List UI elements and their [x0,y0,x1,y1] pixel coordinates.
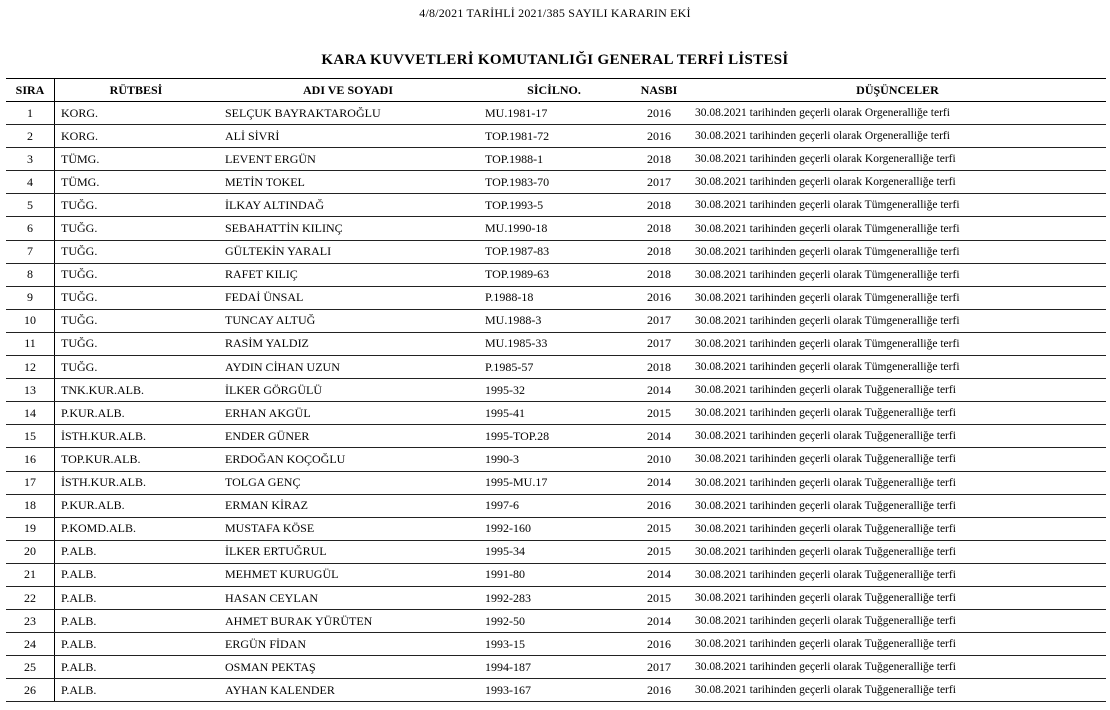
cell-sicil-no: 1995-32 [479,379,629,402]
cell-adi-soyadi: İLKAY ALTINDAĞ [217,194,479,217]
cell-rutbesi: TUĞG. [55,217,218,240]
table-row [6,148,1106,171]
document-header: 4/8/2021 TARİHLİ 2021/385 SAYILI KARARIN EKİ [419,6,691,20]
cell-nasbi: 2014 [629,610,689,633]
table-row [6,402,1106,425]
cell-sira: 25 [6,656,55,679]
cell-adi-soyadi: RASİM YALDIZ [217,332,479,355]
cell-rutbesi: TUĞG. [55,263,218,286]
cell-sira: 18 [6,494,55,517]
cell-adi-soyadi: HASAN CEYLAN [217,586,479,609]
cell-adi-soyadi: MUSTAFA KÖSE [217,517,479,540]
cell-sicil-no: 1994-187 [479,656,629,679]
cell-dusunceler: 30.08.2021 tarihinden geçerli olarak Tümgeneralliğe terfi [689,217,1106,240]
cell-adi-soyadi: OSMAN PEKTAŞ [217,656,479,679]
cell-rutbesi: İSTH.KUR.ALB. [55,471,218,494]
cell-nasbi: 2016 [629,102,689,125]
header-rutbesi: RÜTBESİ [55,79,218,102]
cell-rutbesi: P.KUR.ALB. [55,494,218,517]
cell-dusunceler: 30.08.2021 tarihinden geçerli olarak Tümgeneralliğe terfi [689,194,1106,217]
cell-sicil-no: 1993-167 [479,679,629,702]
cell-sicil-no: 1995-34 [479,540,629,563]
cell-rutbesi: İSTH.KUR.ALB. [55,425,218,448]
cell-sicil-no: TOP.1981-72 [479,125,629,148]
cell-nasbi: 2016 [629,125,689,148]
cell-sicil-no: MU.1981-17 [479,102,629,125]
cell-sira: 14 [6,402,55,425]
cell-sira: 17 [6,471,55,494]
cell-rutbesi: P.ALB. [55,586,218,609]
cell-dusunceler: 30.08.2021 tarihinden geçerli olarak Korgeneralliğe terfi [689,171,1106,194]
cell-adi-soyadi: TOLGA GENÇ [217,471,479,494]
cell-rutbesi: P.KUR.ALB. [55,402,218,425]
cell-dusunceler: 30.08.2021 tarihinden geçerli olarak Tuğgeneralliğe terfi [689,610,1106,633]
cell-sicil-no: 1991-80 [479,563,629,586]
table-row [6,217,1106,240]
cell-rutbesi: P.ALB. [55,540,218,563]
cell-dusunceler: 30.08.2021 tarihinden geçerli olarak Tümgeneralliğe terfi [689,263,1106,286]
table-row [6,263,1106,286]
table-row [6,194,1106,217]
cell-nasbi: 2016 [629,286,689,309]
table-row [6,356,1106,379]
cell-rutbesi: TUĞG. [55,286,218,309]
table-row [6,102,1106,125]
table-row [6,563,1106,586]
cell-nasbi: 2018 [629,240,689,263]
cell-nasbi: 2015 [629,586,689,609]
cell-sicil-no: MU.1990-18 [479,217,629,240]
cell-adi-soyadi: ERGÜN FİDAN [217,633,479,656]
cell-rutbesi: TÜMG. [55,171,218,194]
cell-nasbi: 2015 [629,517,689,540]
cell-adi-soyadi: SEBAHATTİN KILINÇ [217,217,479,240]
cell-adi-soyadi: FEDAİ ÜNSAL [217,286,479,309]
cell-sicil-no: 1992-160 [479,517,629,540]
cell-nasbi: 2018 [629,148,689,171]
cell-adi-soyadi: ENDER GÜNER [217,425,479,448]
cell-sicil-no: P.1988-18 [479,286,629,309]
cell-sira: 21 [6,563,55,586]
cell-sicil-no: 1992-283 [479,586,629,609]
cell-adi-soyadi: GÜLTEKİN YARALI [217,240,479,263]
table-row [6,379,1106,402]
cell-sicil-no: 1995-TOP.28 [479,425,629,448]
cell-sira: 19 [6,517,55,540]
cell-nasbi: 2015 [629,540,689,563]
cell-sira: 15 [6,425,55,448]
cell-rutbesi: TUĞG. [55,332,218,355]
cell-dusunceler: 30.08.2021 tarihinden geçerli olarak Orgeneralliğe terfi [689,125,1106,148]
cell-dusunceler: 30.08.2021 tarihinden geçerli olarak Tuğgeneralliğe terfi [689,517,1106,540]
table-row [6,633,1106,656]
cell-sira: 23 [6,610,55,633]
cell-nasbi: 2018 [629,356,689,379]
table-row [6,332,1106,355]
table-row [6,125,1106,148]
table-header [6,79,1106,102]
cell-dusunceler: 30.08.2021 tarihinden geçerli olarak Tuğgeneralliğe terfi [689,494,1106,517]
cell-nasbi: 2014 [629,379,689,402]
cell-rutbesi: TNK.KUR.ALB. [55,379,218,402]
cell-sicil-no: 1990-3 [479,448,629,471]
cell-sicil-no: 1995-MU.17 [479,471,629,494]
cell-nasbi: 2015 [629,402,689,425]
cell-sicil-no: 1995-41 [479,402,629,425]
cell-rutbesi: TUĞG. [55,309,218,332]
cell-sira: 16 [6,448,55,471]
table-row [6,586,1106,609]
cell-dusunceler: 30.08.2021 tarihinden geçerli olarak Tuğgeneralliğe terfi [689,563,1106,586]
cell-sira: 11 [6,332,55,355]
cell-rutbesi: P.KOMD.ALB. [55,517,218,540]
cell-rutbesi: TUĞG. [55,240,218,263]
cell-sira: 9 [6,286,55,309]
cell-sicil-no: TOP.1983-70 [479,171,629,194]
cell-adi-soyadi: TUNCAY ALTUĞ [217,309,479,332]
cell-sicil-no: MU.1988-3 [479,309,629,332]
cell-rutbesi: P.ALB. [55,679,218,702]
cell-dusunceler: 30.08.2021 tarihinden geçerli olarak Tümgeneralliğe terfi [689,356,1106,379]
cell-sira: 12 [6,356,55,379]
cell-dusunceler: 30.08.2021 tarihinden geçerli olarak Tümgeneralliğe terfi [689,309,1106,332]
cell-sira: 5 [6,194,55,217]
cell-sira: 24 [6,633,55,656]
cell-nasbi: 2014 [629,425,689,448]
cell-sira: 3 [6,148,55,171]
cell-sira: 1 [6,102,55,125]
table-row [6,540,1106,563]
cell-nasbi: 2018 [629,217,689,240]
table-row [6,309,1106,332]
cell-dusunceler: 30.08.2021 tarihinden geçerli olarak Tuğgeneralliğe terfi [689,471,1106,494]
cell-dusunceler: 30.08.2021 tarihinden geçerli olarak Orgeneralliğe terfi [689,102,1106,125]
header-nasbi: NASBI [629,79,689,102]
cell-adi-soyadi: SELÇUK BAYRAKTAROĞLU [217,102,479,125]
cell-dusunceler: 30.08.2021 tarihinden geçerli olarak Tuğgeneralliğe terfi [689,633,1106,656]
cell-sicil-no: 1997-6 [479,494,629,517]
table-row [6,679,1106,702]
cell-adi-soyadi: ERHAN AKGÜL [217,402,479,425]
cell-nasbi: 2016 [629,633,689,656]
cell-rutbesi: P.ALB. [55,633,218,656]
table-row [6,471,1106,494]
cell-adi-soyadi: AYHAN KALENDER [217,679,479,702]
cell-rutbesi: TUĞG. [55,194,218,217]
cell-adi-soyadi: ERMAN KİRAZ [217,494,479,517]
cell-rutbesi: KORG. [55,102,218,125]
cell-nasbi: 2014 [629,471,689,494]
cell-sira: 7 [6,240,55,263]
cell-sicil-no: TOP.1993-5 [479,194,629,217]
cell-sira: 22 [6,586,55,609]
cell-adi-soyadi: RAFET KILIÇ [217,263,479,286]
table-row [6,171,1106,194]
cell-adi-soyadi: AYDIN CİHAN UZUN [217,356,479,379]
cell-sira: 4 [6,171,55,194]
cell-sicil-no: TOP.1989-63 [479,263,629,286]
cell-rutbesi: P.ALB. [55,610,218,633]
cell-dusunceler: 30.08.2021 tarihinden geçerli olarak Tuğgeneralliğe terfi [689,586,1106,609]
header-sira: SIRA [6,79,55,102]
cell-dusunceler: 30.08.2021 tarihinden geçerli olarak Tuğgeneralliğe terfi [689,379,1106,402]
cell-sira: 20 [6,540,55,563]
cell-adi-soyadi: MEHMET KURUGÜL [217,563,479,586]
cell-dusunceler: 30.08.2021 tarihinden geçerli olarak Tuğgeneralliğe terfi [689,425,1106,448]
cell-sira: 13 [6,379,55,402]
cell-dusunceler: 30.08.2021 tarihinden geçerli olarak Tümgeneralliğe terfi [689,286,1106,309]
cell-sicil-no: MU.1985-33 [479,332,629,355]
table-row [6,448,1106,471]
cell-sira: 2 [6,125,55,148]
table-body [6,102,1106,702]
cell-adi-soyadi: İLKER ERTUĞRUL [217,540,479,563]
cell-nasbi: 2016 [629,679,689,702]
table-row [6,610,1106,633]
cell-sicil-no: TOP.1988-1 [479,148,629,171]
header-row [6,79,1106,102]
cell-sicil-no: P.1985-57 [479,356,629,379]
header-dusunceler: DÜŞÜNCELER [689,79,1106,102]
cell-sira: 26 [6,679,55,702]
table-row [6,494,1106,517]
cell-rutbesi: KORG. [55,125,218,148]
table-row [6,425,1106,448]
document-title: KARA KUVVETLERİ KOMUTANLIĞI GENERAL TERFİ LİSTESİ [321,52,789,68]
cell-adi-soyadi: İLKER GÖRGÜLÜ [217,379,479,402]
cell-dusunceler: 30.08.2021 tarihinden geçerli olarak Tümgeneralliğe terfi [689,240,1106,263]
cell-sicil-no: 1992-50 [479,610,629,633]
cell-dusunceler: 30.08.2021 tarihinden geçerli olarak Tuğgeneralliğe terfi [689,448,1106,471]
cell-rutbesi: TUĞG. [55,356,218,379]
cell-rutbesi: TÜMG. [55,148,218,171]
table-row [6,517,1106,540]
cell-rutbesi: P.ALB. [55,656,218,679]
cell-adi-soyadi: ERDOĞAN KOÇOĞLU [217,448,479,471]
cell-dusunceler: 30.08.2021 tarihinden geçerli olarak Korgeneralliğe terfi [689,148,1106,171]
cell-nasbi: 2017 [629,171,689,194]
cell-dusunceler: 30.08.2021 tarihinden geçerli olarak Tümgeneralliğe terfi [689,332,1106,355]
promotion-table [6,78,1106,702]
header-adi-soyadi: ADI VE SOYADI [217,79,479,102]
cell-nasbi: 2017 [629,309,689,332]
cell-adi-soyadi: METİN TOKEL [217,171,479,194]
table-row [6,286,1106,309]
cell-dusunceler: 30.08.2021 tarihinden geçerli olarak Tuğgeneralliğe terfi [689,540,1106,563]
cell-sicil-no: 1993-15 [479,633,629,656]
cell-dusunceler: 30.08.2021 tarihinden geçerli olarak Tuğgeneralliğe terfi [689,402,1106,425]
cell-rutbesi: P.ALB. [55,563,218,586]
table-row [6,656,1106,679]
cell-sira: 8 [6,263,55,286]
cell-dusunceler: 30.08.2021 tarihinden geçerli olarak Tuğgeneralliğe terfi [689,679,1106,702]
cell-adi-soyadi: AHMET BURAK YÜRÜTEN [217,610,479,633]
header-sicil-no: SİCİLNO. [479,79,629,102]
cell-nasbi: 2018 [629,263,689,286]
cell-nasbi: 2017 [629,656,689,679]
cell-nasbi: 2017 [629,332,689,355]
cell-nasbi: 2014 [629,563,689,586]
cell-sira: 6 [6,217,55,240]
cell-nasbi: 2010 [629,448,689,471]
cell-sicil-no: TOP.1987-83 [479,240,629,263]
cell-sira: 10 [6,309,55,332]
cell-nasbi: 2018 [629,194,689,217]
table-row [6,240,1106,263]
cell-nasbi: 2016 [629,494,689,517]
cell-adi-soyadi: LEVENT ERGÜN [217,148,479,171]
cell-rutbesi: TOP.KUR.ALB. [55,448,218,471]
cell-adi-soyadi: ALİ SİVRİ [217,125,479,148]
cell-dusunceler: 30.08.2021 tarihinden geçerli olarak Tuğgeneralliğe terfi [689,656,1106,679]
